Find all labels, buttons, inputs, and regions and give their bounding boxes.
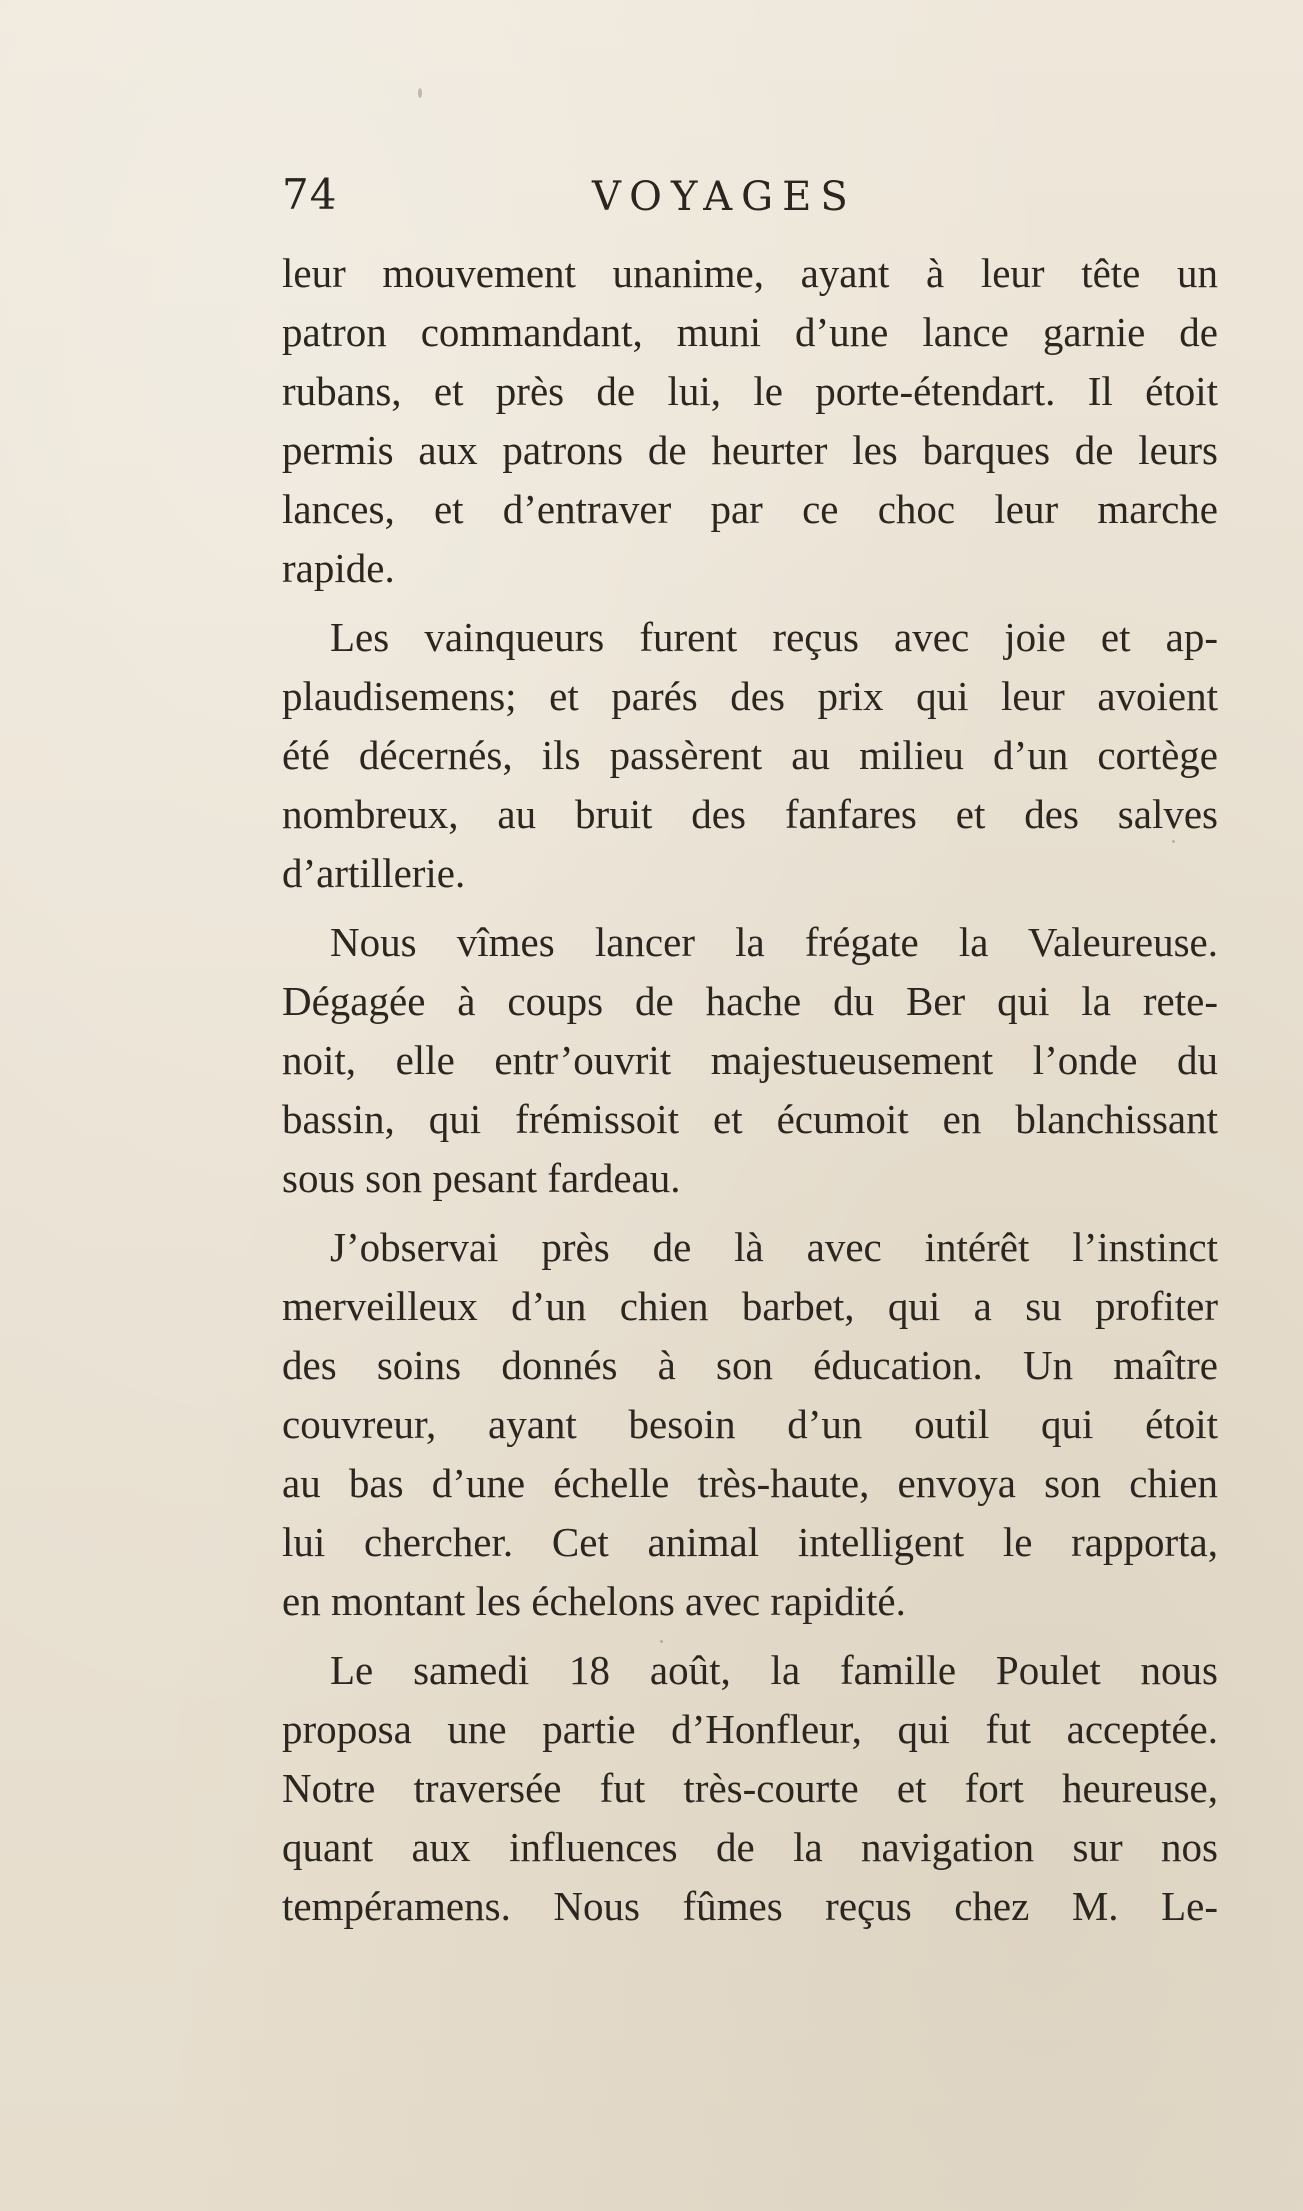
- paragraph: [282, 244, 1218, 598]
- text-line: leur mouvement unanime, ayant à leur tête un: [282, 250, 1218, 296]
- text-line: Notre traversée fut très-courte et fort heureuse,: [282, 1765, 1218, 1811]
- text-line: merveilleux d’un chien barbet, qui a su profiter: [282, 1283, 1218, 1329]
- text-line: bassin, qui frémissoit et écumoit en blanchissant: [282, 1096, 1218, 1142]
- text-line: au bas d’une échelle très-haute, envoya son chien: [282, 1460, 1218, 1506]
- paragraph: [282, 1218, 1218, 1631]
- paragraph: [282, 1641, 1218, 1936]
- paragraph: [282, 608, 1218, 903]
- text-line: Dégagée à coups de hache du Ber qui la rete-: [282, 978, 1218, 1024]
- text-line: Les vainqueurs furent reçus avec joie et ap-: [330, 614, 1218, 660]
- text-line: J’observai près de là avec intérêt l’instinct: [330, 1224, 1218, 1270]
- text-line: nombreux, au bruit des fanfares et des salves: [282, 791, 1218, 837]
- text-line: noit, elle entr’ouvrit majestueusement l’onde du: [282, 1037, 1218, 1083]
- text-line: des soins donnés à son éducation. Un maître: [282, 1342, 1218, 1388]
- text-line: sous son pesant fardeau.: [282, 1155, 681, 1201]
- text-line: tempéramens. Nous fûmes reçus chez M. Le-: [282, 1883, 1218, 1929]
- text-line: couvreur, ayant besoin d’un outil qui étoit: [282, 1401, 1218, 1447]
- text-line: en montant les échelons avec rapidité.: [282, 1578, 906, 1624]
- page-number: 74: [282, 170, 338, 219]
- text-line: proposa une partie d’Honfleur, qui fut acceptée.: [282, 1706, 1218, 1752]
- text-line: plaudisemens; et parés des prix qui leur avoient: [282, 673, 1218, 719]
- text-line: quant aux influences de la navigation sur nos: [282, 1824, 1218, 1870]
- text-line: rubans, et près de lui, le porte-étendart. Il étoit: [282, 368, 1218, 414]
- text-line: d’artillerie.: [282, 850, 466, 896]
- running-head: VOYAGES: [592, 174, 857, 220]
- paragraph: [282, 913, 1218, 1208]
- paper-spot: [418, 88, 422, 98]
- text-line: rapide.: [282, 545, 395, 591]
- text-line: lui chercher. Cet animal intelligent le rapporta,: [282, 1519, 1218, 1565]
- text-line: lances, et d’entraver par ce choc leur marche: [282, 486, 1218, 532]
- body-text: [282, 244, 1218, 1946]
- text-line: Le samedi 18 août, la famille Poulet nous: [330, 1647, 1218, 1693]
- text-line: patron commandant, muni d’une lance garnie de: [282, 309, 1218, 355]
- page-header: [282, 170, 1222, 240]
- text-line: permis aux patrons de heurter les barques de leurs: [282, 427, 1218, 473]
- text-line: Nous vîmes lancer la frégate la Valeureuse.: [330, 919, 1218, 965]
- text-line: été décernés, ils passèrent au milieu d’un cortège: [282, 732, 1218, 778]
